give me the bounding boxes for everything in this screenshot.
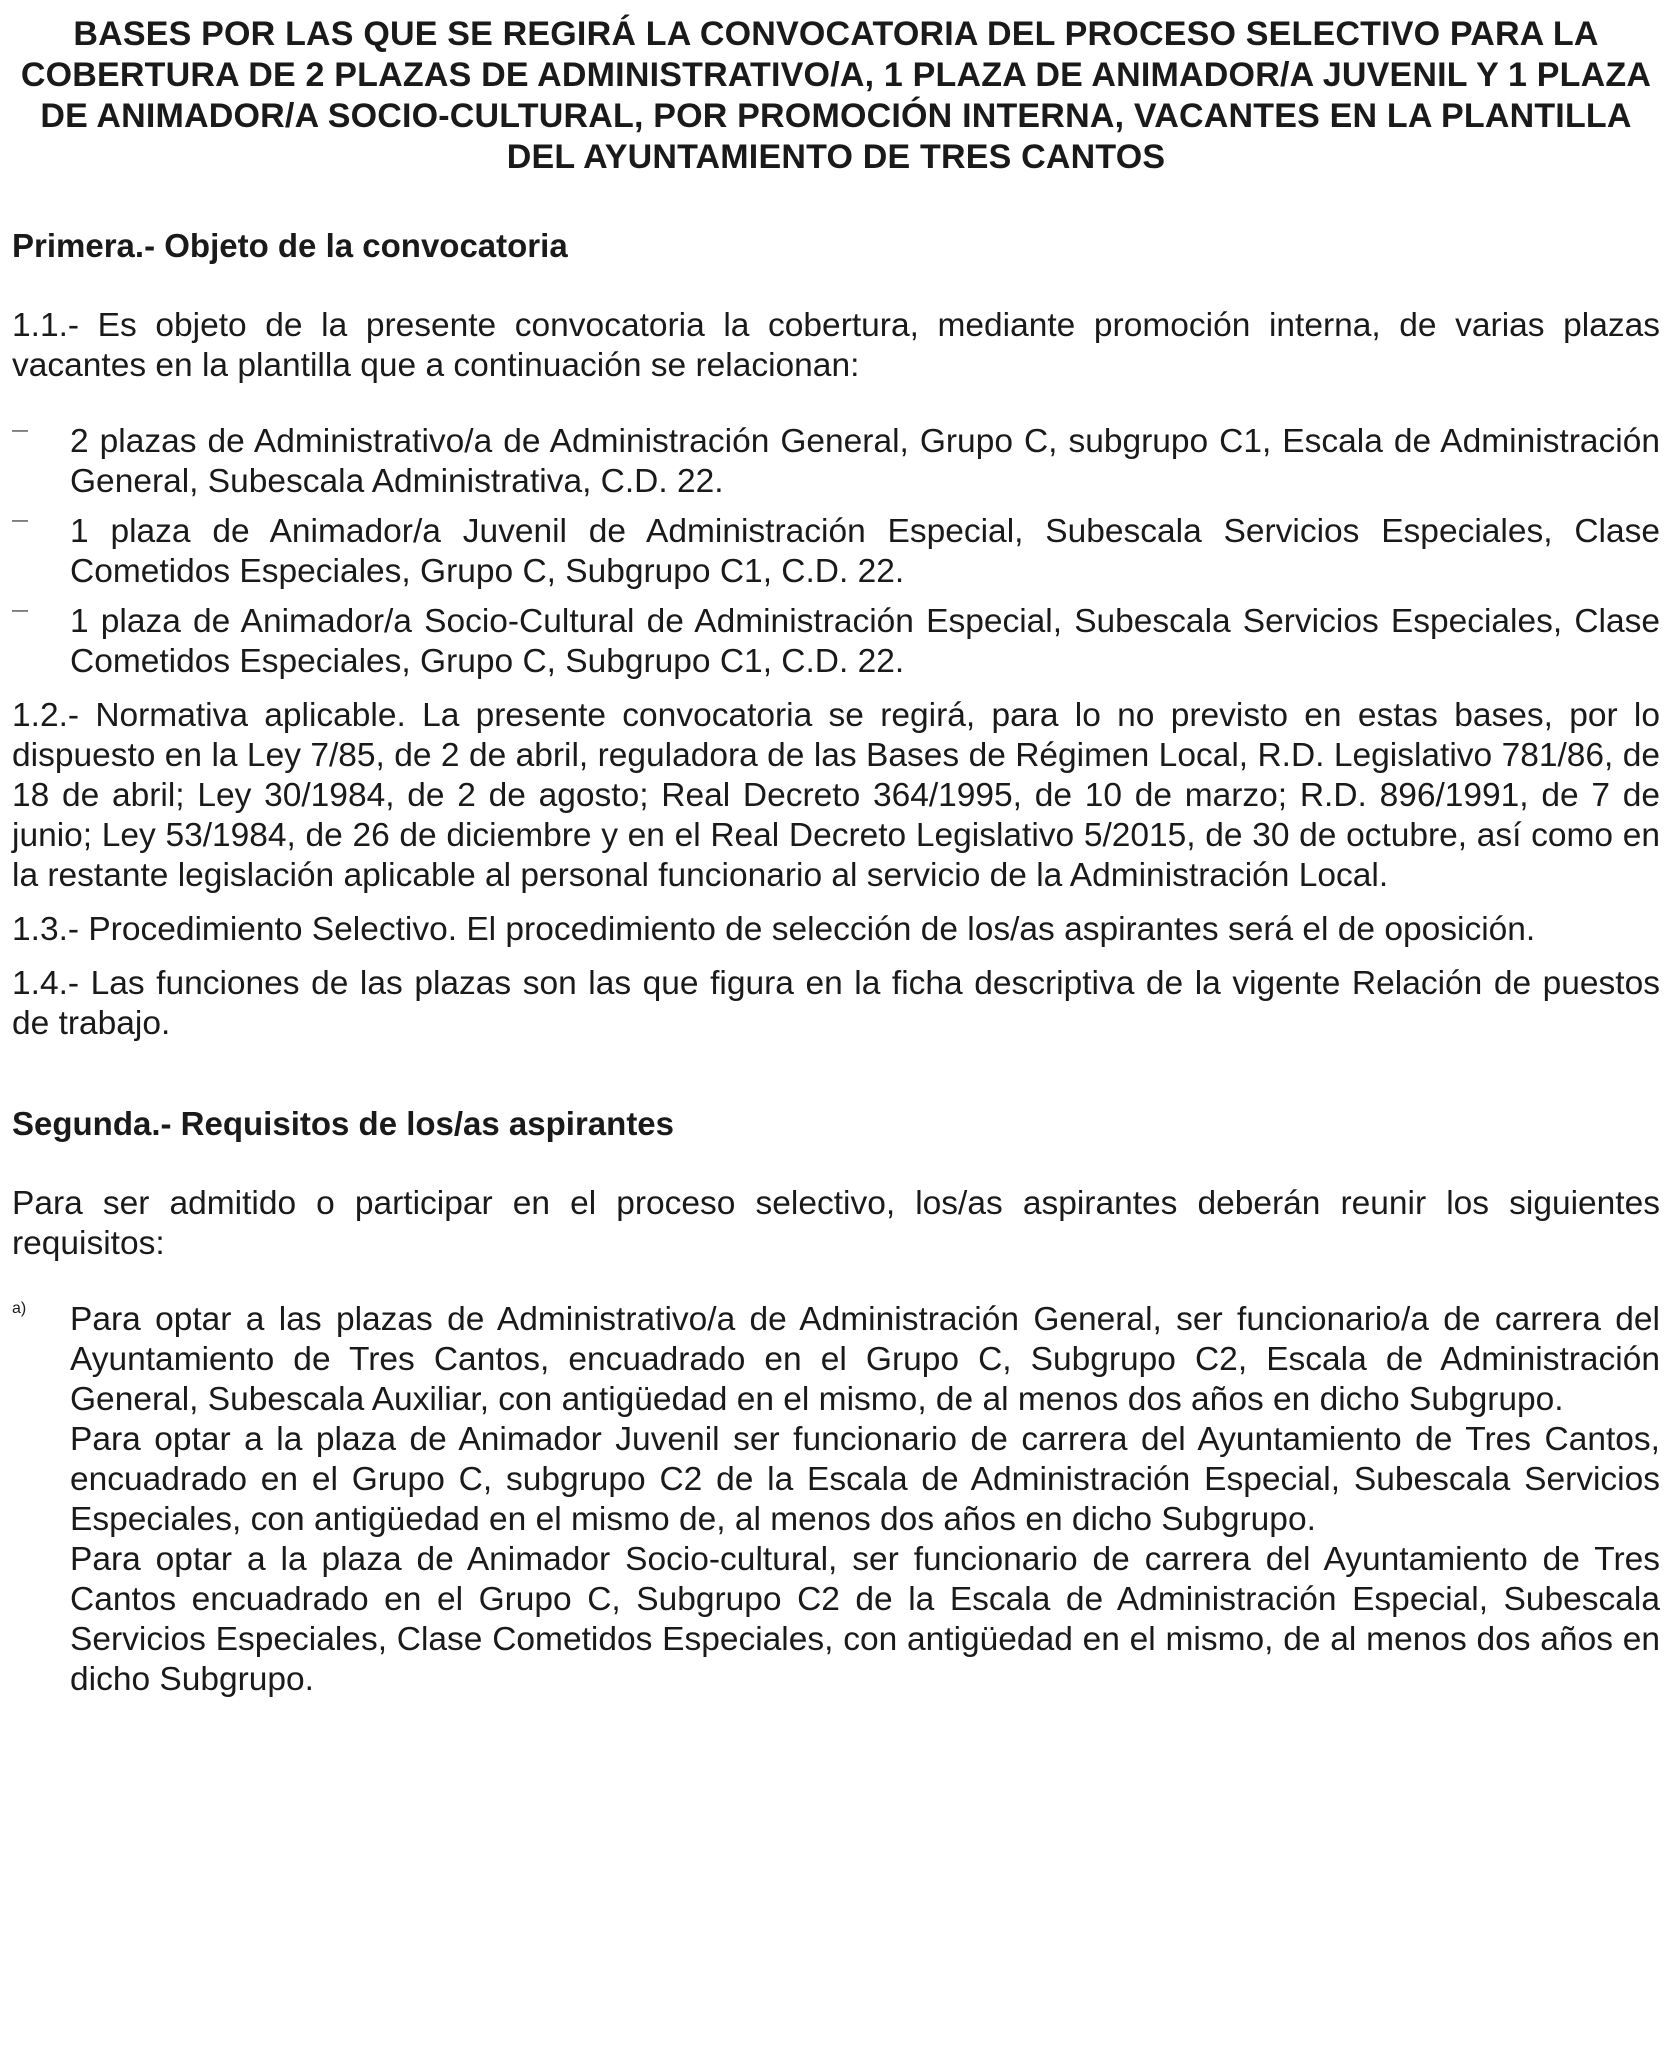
paragraph-1-1: 1.1.- Es objeto de la presente convocatoria la cobertura, mediante promoción interna, de varias plazas vacantes en la plantilla que a continuación se relacionan: [12, 307, 1660, 384]
paragraph-1-2: 1.2.- Normativa aplicable. La presente convocatoria se regirá, para lo no previsto en estas bases, por lo dispuesto en la Ley 7/85, de 2 de abril, reguladora de las Bases de Régimen Local, R.D. Legislativo 781/86, de 18 de abril; Ley 30/1984, de 2 de agosto; Real Decreto 364/1995, de 10 de marzo; R.D. 896/1991, de 7 de junio; Ley 53/1984, de 26 de diciembre y en el Real Decreto Legislativo 5/2015, de 30 de octubre, así como en la restante legislación aplicable al personal funcionario al servicio de la Administración Local. [12, 697, 1660, 894]
document-page [12, 14, 1660, 1700]
list-item [12, 422, 1660, 502]
section-heading-segunda: Segunda.- Requisitos de los/as aspirantes [12, 1105, 675, 1142]
section-heading-primera: Primera.- Objeto de la convocatoria [12, 227, 568, 264]
requirement-a [12, 1300, 1660, 1700]
paragraph-1-4: 1.4.- Las funciones de las plazas son las que figura en la ficha descriptiva de la vigente Relación de puestos de trabajo. [12, 965, 1660, 1042]
list-item [12, 602, 1660, 682]
document-title: BASES POR LAS QUE SE REGIRÁ LA CONVOCATORIA DEL PROCESO SELECTIVO PARA LA COBERTURA DE 2 PLAZAS DE ADMINISTRATIVO/A, 1 PLAZA DE ANIMADOR/A JUVENIL Y 1 PLAZA DE ANIMADOR/A SOCIO-CULTURAL, POR PROMOCIÓN INTERNA, VACANTES EN LA PLANTILLA DEL AYUNTAMIENTO DE TRES CANTOS [20, 15, 1652, 176]
paragraph-1-3: 1.3.- Procedimiento Selectivo. El procedimiento de selección de los/as aspirantes será el de oposición. [12, 911, 1536, 948]
list-item-text: 1 plaza de Animador/a Juvenil de Administración Especial, Subescala Servicios Especiales, Clase Cometidos Especiales, Grupo C, Subgrupo C1, C.D. 22. [70, 513, 1660, 590]
dash-marker: — [12, 602, 28, 619]
list-item-text: 1 plaza de Animador/a Socio-Cultural de Administración Especial, Subescala Servicios Especiales, Clase Cometidos Especiales, Grupo C, Subgrupo C1, C.D. 22. [70, 603, 1660, 680]
requirement-a-text: Para optar a las plazas de Administrativo/a de Administración General, ser funcionario/a de carrera del Ayuntamiento de Tres Cantos, encuadrado en el Grupo C, Subgrupo C2, Escala de Administración General, Subescala Auxiliar, con antigüedad en el mismo, de al menos dos años en dicho Subgrupo. [70, 1301, 1660, 1418]
requirement-a-text-3: Para optar a la plaza de Animador Socio-cultural, ser funcionario de carrera del Ayuntamiento de Tres Cantos encuadrado en el Grupo C, Subgrupo C2 de la Escala de Administración Especial, Subescala Servicios Especiales, Clase Cometidos Especiales, con antigüedad en el mismo, de al menos dos años en dicho Subgrupo. [70, 1541, 1660, 1698]
requirement-marker: a) [12, 1300, 27, 1317]
dash-marker: — [12, 422, 28, 439]
list-item-text: 2 plazas de Administrativo/a de Administración General, Grupo C, subgrupo C1, Escala de Administración General, Subescala Administrativa, C.D. 22. [70, 423, 1660, 500]
list-item [12, 512, 1660, 592]
dash-marker: — [12, 512, 28, 529]
requirement-a-text-2: Para optar a la plaza de Animador Juvenil ser funcionario de carrera del Ayuntamiento de Tres Cantos, encuadrado en el Grupo C, subgrupo C2 de la Escala de Administración Especial, Subescala Servicios Especiales, con antigüedad en el mismo de, al menos dos años en dicho Subgrupo. [70, 1421, 1660, 1538]
paragraph-segunda-intro: Para ser admitido o participar en el proceso selectivo, los/as aspirantes deberán reunir los siguientes requisitos: [12, 1185, 1660, 1262]
